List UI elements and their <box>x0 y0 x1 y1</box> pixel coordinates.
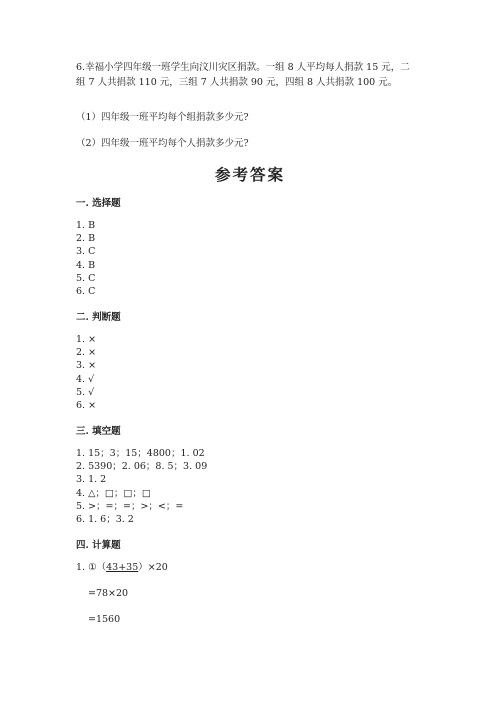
calc-underlined-expression: 43+35 <box>106 562 139 573</box>
answer-item: 1. 15；3；15；4800；1. 02 <box>76 448 205 459</box>
answer-item: 3. × <box>76 360 97 372</box>
calc-line-2: =78×20 <box>88 588 129 599</box>
answer-item: 2. B <box>76 233 96 245</box>
question-1: （1）四年级一班平均每个组捐款多少元? <box>76 112 249 123</box>
problem-6-line-2: 组 7 人共捐款 110 元，三组 7 人共捐款 90 元，四组 8 人共捐款 100 元。 <box>76 77 398 88</box>
answer-item: 4. √ <box>76 373 95 385</box>
answer-item: 3. 1. 2 <box>76 474 107 486</box>
calc-suffix: ）×20 <box>138 562 168 573</box>
answer-item: 6. 1. 6；3. 2 <box>76 513 134 525</box>
calc-line-1 <box>76 561 168 574</box>
answer-item: 4. △；□；□；□ <box>76 487 151 499</box>
section-title-calc: 四. 计算题 <box>76 540 121 551</box>
answers-title: 参考答案 <box>214 165 285 184</box>
section-title-judge: 二. 判断题 <box>76 312 121 323</box>
calc-line-3: =1560 <box>88 614 121 625</box>
problem-6-line-1: 6.幸福小学四年级一班学生向汶川灾区捐款。一组 8 人平均每人捐款 15 元，二 <box>76 62 410 73</box>
calc-prefix: 1. ①（ <box>76 562 107 573</box>
answer-item: 1. × <box>76 334 97 345</box>
section-title-fill: 三. 填空题 <box>76 426 121 437</box>
answers-fill <box>76 447 207 526</box>
answers-judge <box>76 333 96 412</box>
answer-item: 5. √ <box>76 386 95 398</box>
answer-item: 5. >；=；=；>；<；= <box>76 500 184 512</box>
answer-item: 1. B <box>76 220 96 231</box>
answer-item: 2. 5390；2. 06；8. 5；3. 09 <box>76 461 208 473</box>
answer-item: 6. × <box>76 399 97 411</box>
answer-item: 6. C <box>76 285 96 297</box>
answer-item: 3. C <box>76 246 96 258</box>
answer-item: 2. × <box>76 347 97 359</box>
section-title-choice: 一. 选择题 <box>76 198 121 209</box>
answer-item: 4. B <box>76 259 96 271</box>
answer-item: 5. C <box>76 272 96 284</box>
answers-choice <box>76 219 95 298</box>
question-2: （2）四年级一班平均每个人捐款多少元? <box>76 138 249 149</box>
